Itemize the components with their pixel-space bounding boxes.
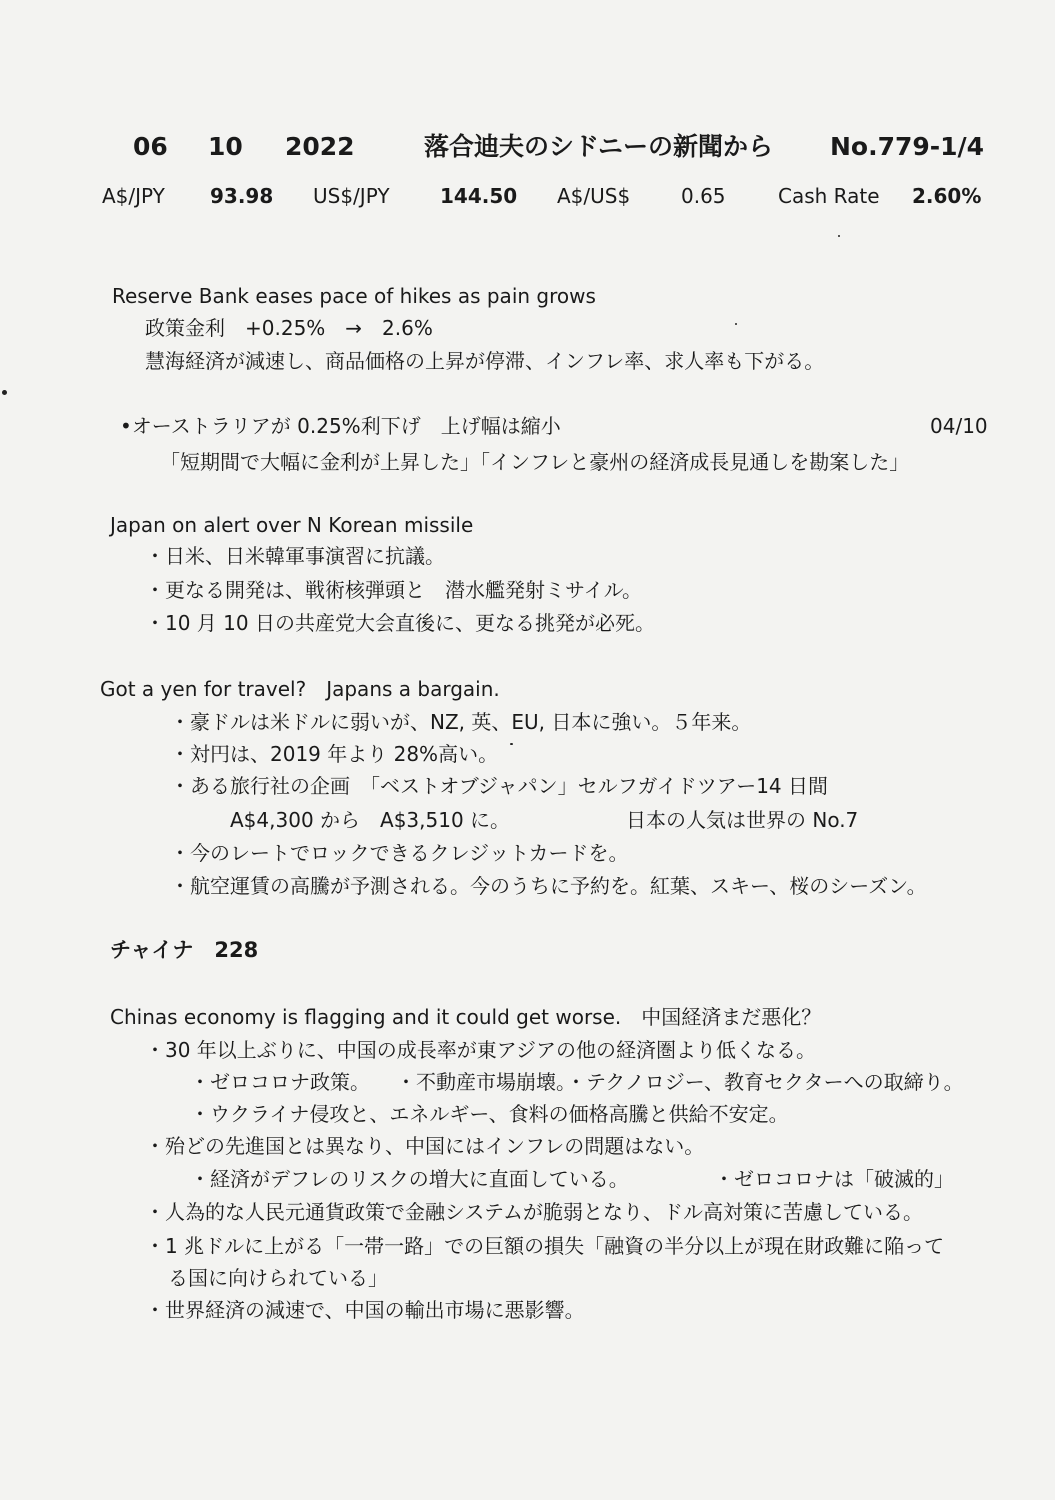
scan-speck bbox=[838, 235, 840, 237]
aud-jpy-value: 93.98 bbox=[210, 184, 274, 208]
china-item: ・人為的な人民元通貨政策で金融システムが脆弱となり、ドル高対策に苦慮している。 bbox=[145, 1200, 923, 1224]
header-year: 2022 bbox=[285, 132, 355, 161]
nkorea-item: ・日米、日米韓軍事演習に抗議。 bbox=[145, 544, 445, 568]
china-subitem: ・ゼロコロナは「破滅的」 bbox=[714, 1167, 954, 1191]
travel-item: ・ある旅行社の企画 「ベストオブジャパン」セルフガイドツアー14 日間 bbox=[170, 774, 829, 798]
travel-item: ・豪ドルは米ドルに弱いが、NZ, 英、EU, 日本に強い。５年来。 bbox=[170, 710, 752, 734]
header-title: 落合迪夫のシドニーの新聞から bbox=[424, 132, 774, 161]
travel-headline: Got a yen for travel? Japans a bargain. bbox=[100, 677, 500, 701]
china-subitem: ・ウクライナ侵攻と、エネルギー、食料の価格高騰と供給不安定。 bbox=[190, 1102, 789, 1126]
scan-speck bbox=[510, 743, 513, 745]
nkorea-item: ・更なる開発は、戦術核弾頭と 潜水艦発射ミサイル。 bbox=[145, 578, 642, 602]
cash-rate-value: 2.60% bbox=[912, 184, 982, 208]
china-subitem: ・ゼロコロナ政策。 bbox=[190, 1070, 370, 1094]
usd-jpy-label: US$/JPY bbox=[313, 184, 390, 208]
china-section-heading: チャイナ 228 bbox=[110, 938, 259, 962]
rba-bullet: •オーストラリアが 0.25%利下げ 上げ幅は縮小 bbox=[120, 414, 561, 438]
header-month: 10 bbox=[208, 132, 243, 161]
travel-item-note: 日本の人気は世界の No.7 bbox=[626, 808, 859, 832]
travel-item: ・航空運賃の高騰が予測される。今のうちに予約を。紅葉、スキー、桜のシーズン。 bbox=[170, 874, 927, 898]
aud-jpy-label: A$/JPY bbox=[102, 184, 165, 208]
header-issue: No.779-1/4 bbox=[830, 132, 985, 161]
usd-jpy-value: 144.50 bbox=[440, 184, 518, 208]
rba-quote: 「短期間で大幅に金利が上昇した」「インフレと豪州の経済成長見通しを勘案した」 bbox=[160, 450, 910, 474]
rba-summary: 慧海経済が減速し、商品価格の上昇が停滞、インフレ率、求人率も下がる。 bbox=[145, 349, 825, 373]
scan-speck bbox=[735, 323, 737, 325]
china-item: ・1 兆ドルに上がる「一帯一路」での巨額の損失「融資の半分以上が現在財政難に陥って bbox=[145, 1234, 945, 1258]
travel-item: ・今のレートでロックできるクレジットカードを。 bbox=[170, 841, 629, 865]
nkorea-item: ・10 月 10 日の共産党大会直後に、更なる挑発が必死。 bbox=[145, 611, 655, 635]
aud-usd-label: A$/US$ bbox=[557, 184, 631, 208]
china-item: ・30 年以上ぶりに、中国の成長率が東アジアの他の経済圏より低くなる。 bbox=[145, 1038, 817, 1062]
header-day: 06 bbox=[133, 132, 168, 161]
china-headline: Chinas economy is flagging and it could get worse. 中国経済まだ悪化？ bbox=[110, 1005, 822, 1029]
china-item-continued: る国に向けられている」 bbox=[168, 1266, 388, 1290]
scan-speck bbox=[2, 390, 7, 395]
cash-rate-label: Cash Rate bbox=[778, 184, 880, 208]
nkorea-headline: Japan on alert over N Korean missile bbox=[110, 513, 474, 537]
china-item: ・殆どの先進国とは異なり、中国にはインフレの問題はない。 bbox=[145, 1134, 705, 1158]
rba-bullet-date: 04/10 bbox=[930, 414, 988, 438]
china-subitem: ・経済がデフレのリスクの増大に直面している。 bbox=[190, 1167, 629, 1191]
rba-policy-rate: 政策金利 +0.25% → 2.6% bbox=[145, 316, 433, 340]
travel-item-price: A$4,300 から A$3,510 に。 bbox=[230, 808, 511, 832]
aud-usd-value: 0.65 bbox=[681, 184, 726, 208]
rba-headline: Reserve Bank eases pace of hikes as pain grows bbox=[112, 284, 596, 308]
travel-item: ・対円は、2019 年より 28%高い。 bbox=[170, 742, 499, 766]
china-item: ・世界経済の減速で、中国の輸出市場に悪影響。 bbox=[145, 1298, 585, 1322]
china-subitem: ・不動産市場崩壊。・テクノロジー、教育セクターへの取締り。 bbox=[396, 1070, 964, 1094]
